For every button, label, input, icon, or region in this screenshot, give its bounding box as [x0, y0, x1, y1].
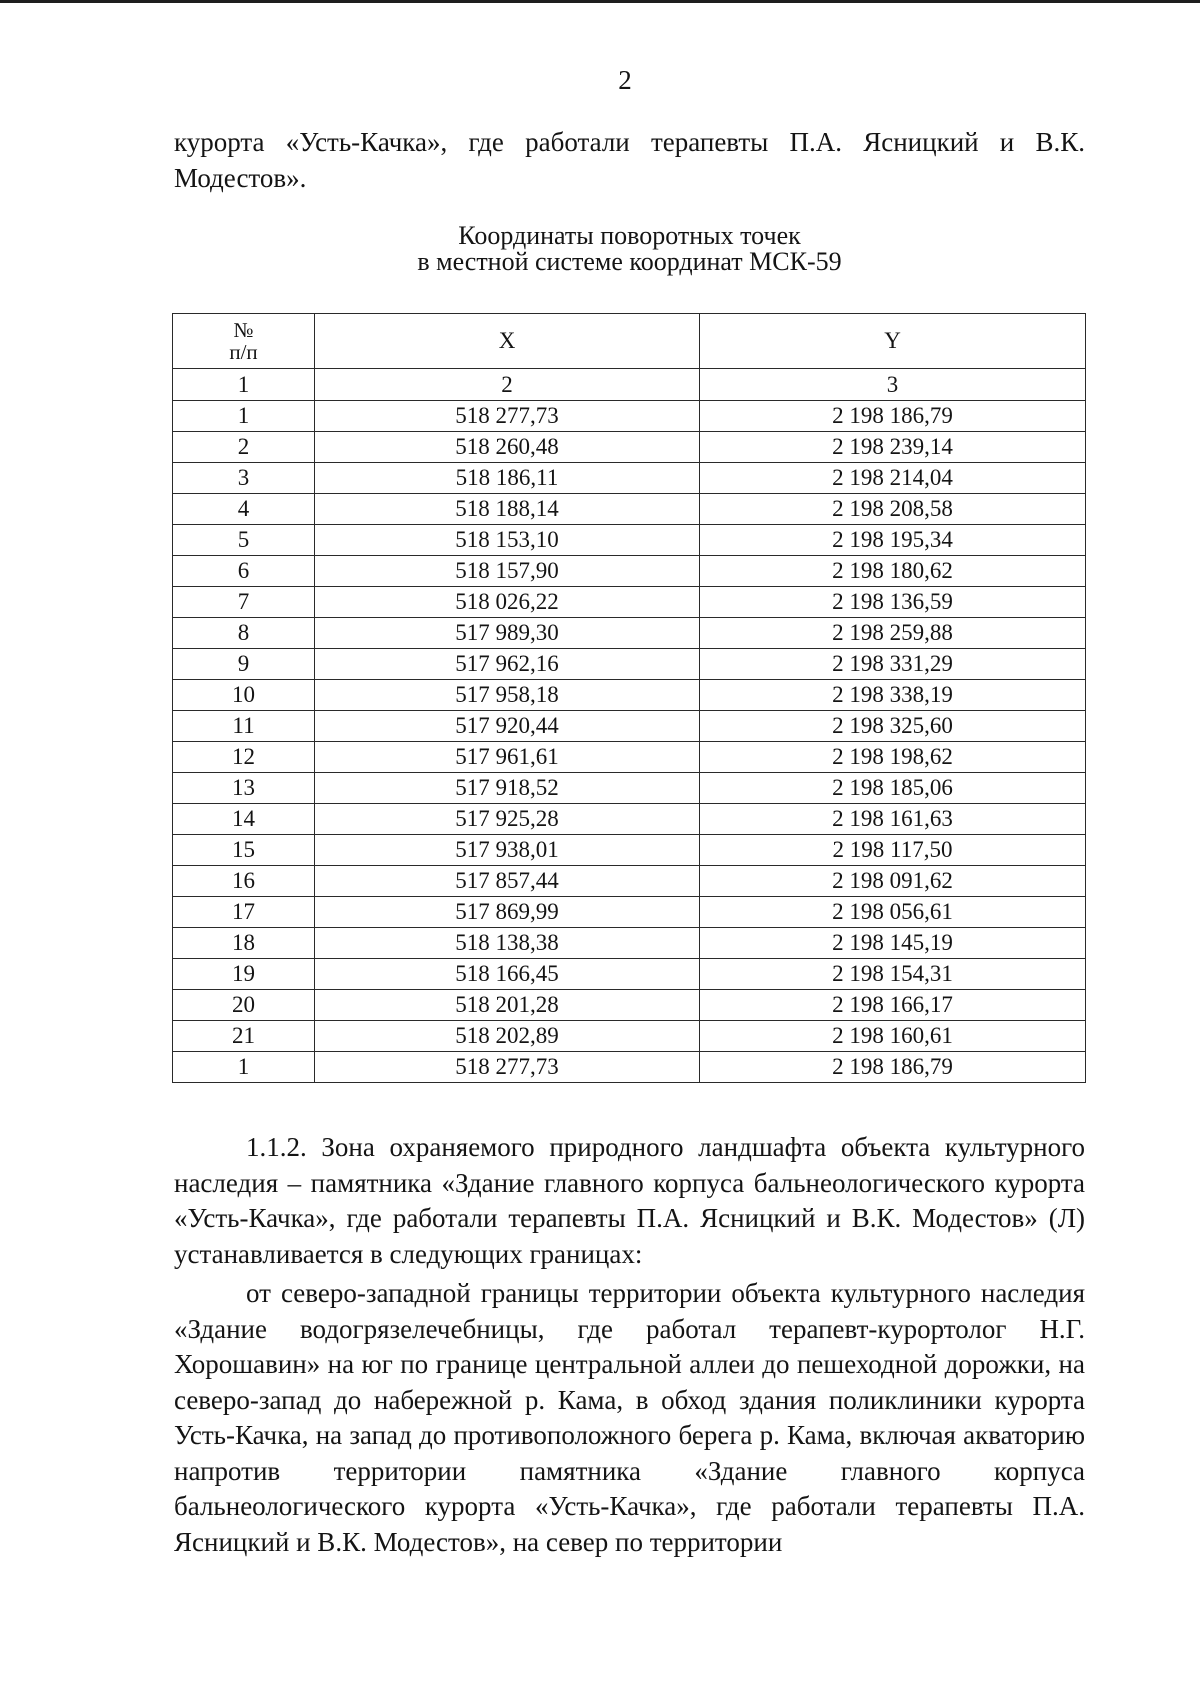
y-coordinate: 2 198 208,58: [700, 494, 1086, 525]
y-coordinate: 2 198 136,59: [700, 587, 1086, 618]
x-coordinate: 518 277,73: [315, 1052, 700, 1083]
point-number: 1: [173, 1052, 315, 1083]
table-row: [173, 587, 1086, 618]
table-row: [173, 494, 1086, 525]
x-coordinate: 518 260,48: [315, 432, 700, 463]
table-title-line-1: Координаты поворотных точек: [458, 221, 801, 250]
point-number: 1: [173, 401, 315, 432]
header-number: [173, 314, 315, 369]
point-number: 10: [173, 680, 315, 711]
y-coordinate: 2 198 239,14: [700, 432, 1086, 463]
x-coordinate: 517 869,99: [315, 897, 700, 928]
point-number: 15: [173, 835, 315, 866]
x-coordinate: 518 153,10: [315, 525, 700, 556]
table-row: [173, 649, 1086, 680]
table-row: [173, 556, 1086, 587]
y-coordinate: 2 198 259,88: [700, 618, 1086, 649]
x-coordinate: 518 277,73: [315, 401, 700, 432]
table-row: [173, 835, 1086, 866]
table-row: [173, 432, 1086, 463]
table-row: [173, 990, 1086, 1021]
x-coordinate: 518 026,22: [315, 587, 700, 618]
table-row: [173, 680, 1086, 711]
point-number: 13: [173, 773, 315, 804]
page-number: 2: [618, 65, 632, 95]
x-coordinate: 518 138,38: [315, 928, 700, 959]
y-coordinate: 2 198 180,62: [700, 556, 1086, 587]
table-row: [173, 618, 1086, 649]
point-number: 20: [173, 990, 315, 1021]
x-coordinate: 517 857,44: [315, 866, 700, 897]
point-number: 6: [173, 556, 315, 587]
table-title-line-2: в местной системе координат МСК-59: [417, 247, 842, 276]
table-row: [173, 773, 1086, 804]
x-coordinate: 517 962,16: [315, 649, 700, 680]
y-coordinate: 2 198 338,19: [700, 680, 1086, 711]
header-y: Y: [700, 314, 1086, 369]
x-coordinate: 517 958,18: [315, 680, 700, 711]
x-coordinate: 517 989,30: [315, 618, 700, 649]
table-header-row: [173, 314, 1086, 369]
x-coordinate: 518 186,11: [315, 463, 700, 494]
table-row: [173, 1052, 1086, 1083]
column-number-3: 3: [700, 369, 1086, 401]
y-coordinate: 2 198 145,19: [700, 928, 1086, 959]
table-row: [173, 897, 1086, 928]
x-coordinate: 518 188,14: [315, 494, 700, 525]
table-row: [173, 742, 1086, 773]
point-number: 16: [173, 866, 315, 897]
x-coordinate: 518 201,28: [315, 990, 700, 1021]
x-coordinate: 518 166,45: [315, 959, 700, 990]
boundary-paragraph: от северо-западной границы территории объекта культурного наследия «Здание водогрязелечебницы, где работал терапевт-курортолог Н.Г. Хорошавин» на юг по границе центральной аллеи до пешеходной дорожки, на северо-запад до набережной р. Кама, в обход здания поликлиники курорта Усть-Качка, на запад до противоположного берега р. Кама, включая акваторию напротив территории памятника «Здание главного корпуса бальнеологического курорта «Усть-Качка», где работали терапевты П.А. Ясницкий и В.К. Модестов», на север по территории: [174, 1278, 1085, 1557]
y-coordinate: 2 198 117,50: [700, 835, 1086, 866]
column-numbers-row: [173, 369, 1086, 401]
point-number: 19: [173, 959, 315, 990]
x-coordinate: 517 918,52: [315, 773, 700, 804]
point-number: 14: [173, 804, 315, 835]
y-coordinate: 2 198 325,60: [700, 711, 1086, 742]
header-number-symbol: №: [233, 318, 254, 342]
header-number-sub: п/п: [229, 340, 258, 364]
x-coordinate: 517 938,01: [315, 835, 700, 866]
intro-paragraph: курорта «Усть-Качка», где работали терапевты П.А. Ясницкий и В.К. Модестов».: [174, 127, 1085, 193]
column-number-2: 2: [315, 369, 700, 401]
point-number: 17: [173, 897, 315, 928]
point-number: 3: [173, 463, 315, 494]
table-row: [173, 401, 1086, 432]
point-number: 21: [173, 1021, 315, 1052]
zone-paragraph: 1.1.2. Зона охраняемого природного ландшафта объекта культурного наследия – памятника «Здание главного корпуса бальнеологического курорта «Усть-Качка», где работали терапевты П.А. Ясницкий и В.К. Модестов» (Л) устанавливается в следующих границах:: [174, 1132, 1085, 1269]
point-number: 8: [173, 618, 315, 649]
point-number: 5: [173, 525, 315, 556]
x-coordinate: 518 202,89: [315, 1021, 700, 1052]
coordinates-table: [172, 313, 1086, 1083]
point-number: 7: [173, 587, 315, 618]
x-coordinate: 517 925,28: [315, 804, 700, 835]
y-coordinate: 2 198 186,79: [700, 401, 1086, 432]
table-row: [173, 711, 1086, 742]
y-coordinate: 2 198 056,61: [700, 897, 1086, 928]
point-number: 2: [173, 432, 315, 463]
x-coordinate: 517 920,44: [315, 711, 700, 742]
y-coordinate: 2 198 331,29: [700, 649, 1086, 680]
x-coordinate: 517 961,61: [315, 742, 700, 773]
table-row: [173, 866, 1086, 897]
y-coordinate: 2 198 166,17: [700, 990, 1086, 1021]
header-x: X: [315, 314, 700, 369]
table-row: [173, 804, 1086, 835]
y-coordinate: 2 198 195,34: [700, 525, 1086, 556]
y-coordinate: 2 198 185,06: [700, 773, 1086, 804]
table-row: [173, 463, 1086, 494]
point-number: 18: [173, 928, 315, 959]
y-coordinate: 2 198 161,63: [700, 804, 1086, 835]
y-coordinate: 2 198 198,62: [700, 742, 1086, 773]
y-coordinate: 2 198 214,04: [700, 463, 1086, 494]
x-coordinate: 518 157,90: [315, 556, 700, 587]
y-coordinate: 2 198 154,31: [700, 959, 1086, 990]
table-title: [174, 223, 1085, 275]
table-row: [173, 525, 1086, 556]
table-row: [173, 928, 1086, 959]
point-number: 11: [173, 711, 315, 742]
y-coordinate: 2 198 186,79: [700, 1052, 1086, 1083]
point-number: 12: [173, 742, 315, 773]
table-row: [173, 1021, 1086, 1052]
y-coordinate: 2 198 091,62: [700, 866, 1086, 897]
point-number: 4: [173, 494, 315, 525]
point-number: 9: [173, 649, 315, 680]
table-row: [173, 959, 1086, 990]
column-number-1: 1: [173, 369, 315, 401]
y-coordinate: 2 198 160,61: [700, 1021, 1086, 1052]
